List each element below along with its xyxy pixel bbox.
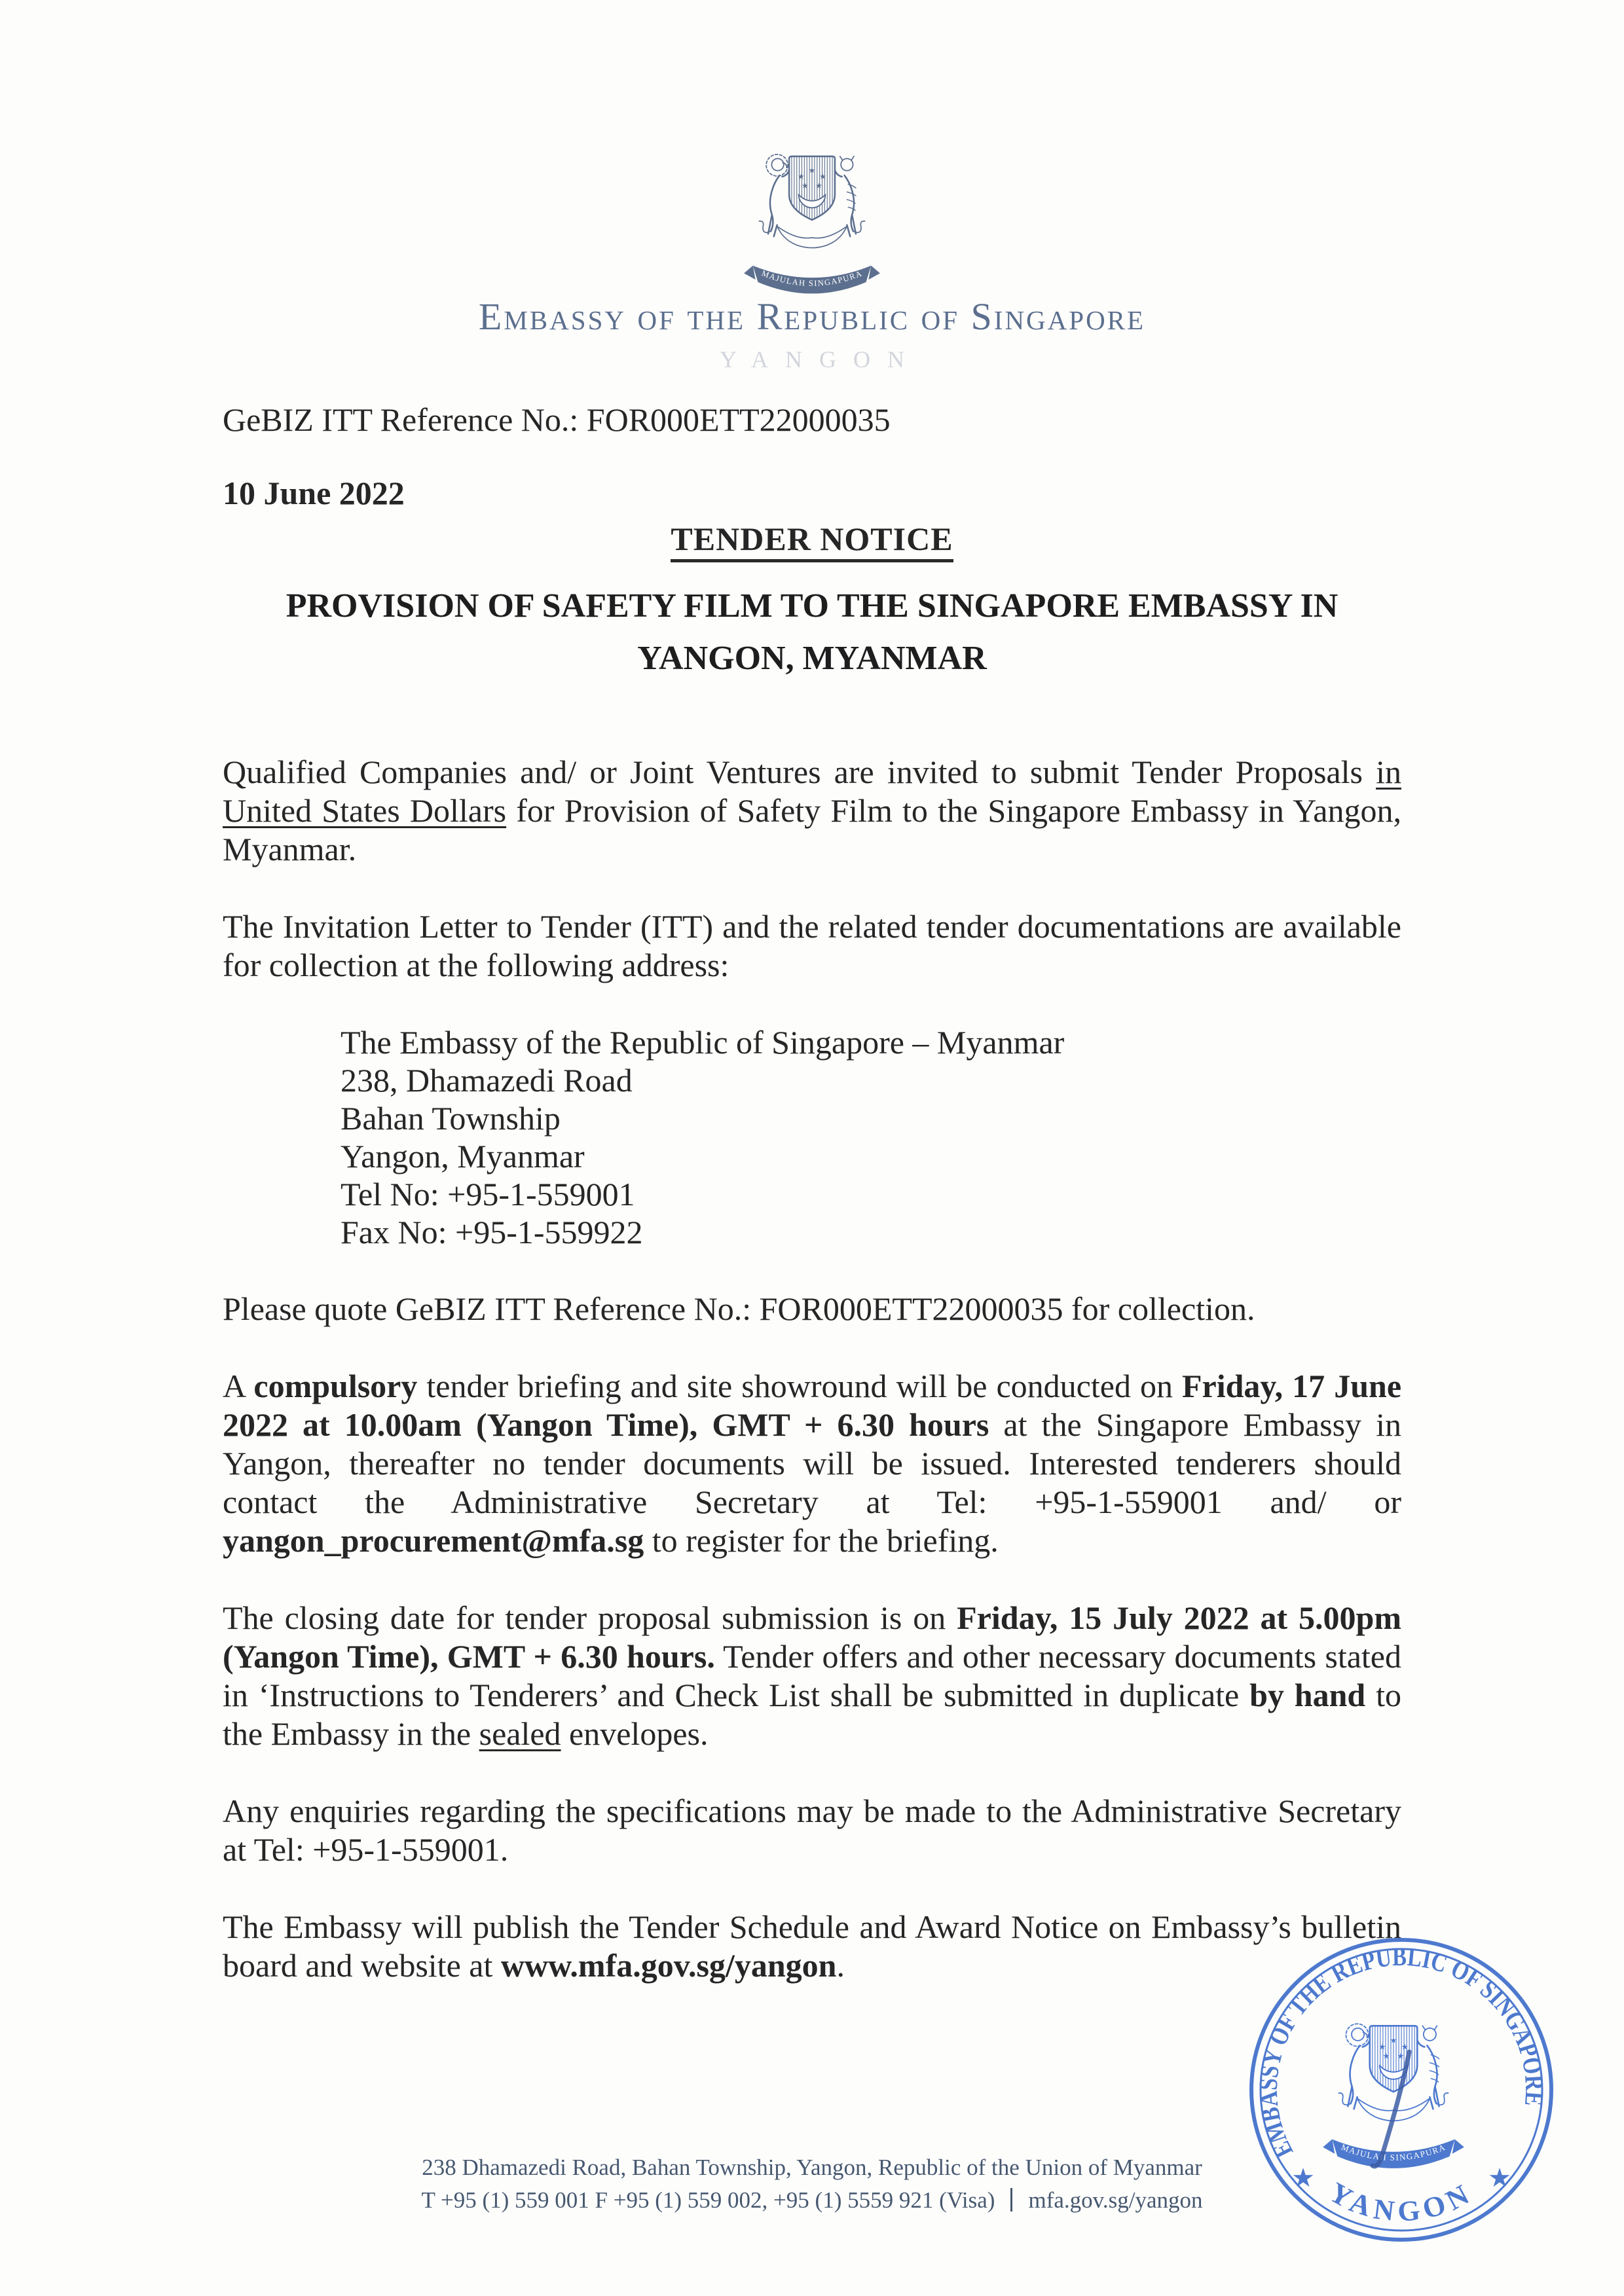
paragraph-collection-intro: The Invitation Letter to Tender (ITT) and the related tender documentations are available for collection at the following address: (223, 908, 1401, 983)
stamp-arc-text: EMBASSY OF THE REPUBLIC OF SINGAPORE (1253, 1941, 1550, 2163)
tender-title (223, 580, 1401, 685)
stamp-crest-icon (1323, 2024, 1464, 2168)
paragraph-invitation: Qualified Companies and/ or Joint Ventures are invited to submit Tender Proposals in United States Dollars for Provision of Safety Film to the Singapore Embassy in Yangon, Myanmar. (223, 754, 1401, 867)
footer-website: mfa.gov.sg/yangon (1028, 2187, 1203, 2213)
tender-title-line1: PROVISION OF SAFETY FILM TO THE SINGAPORE EMBASSY IN (286, 587, 1338, 625)
document-date: 10 June 2022 (223, 475, 405, 511)
gebiz-reference-line: GeBIZ ITT Reference No.: FOR000ETT22000035 (223, 401, 891, 438)
footer-address: 238 Dhamazedi Road, Bahan Township, Yangon, Republic of the Union of Myanmar (422, 2155, 1202, 2180)
notice-heading-text: TENDER NOTICE (671, 520, 953, 562)
footer-contact-line (0, 2184, 1624, 2217)
footer-contacts: T +95 (1) 559 001 F +95 (1) 559 002, +95 (1) 5559 921 (Visa) (421, 2187, 995, 2213)
address-line: Bahan Township (341, 1100, 561, 1137)
stamp-star-left-icon: ★ (1291, 2163, 1315, 2193)
stamp-star-right-icon: ★ (1488, 2163, 1511, 2193)
paragraph-publication: The Embassy will publish the Tender Schedule and Award Notice on Embassy’s bulletin board and website at www.mfa.gov.sg/yangon. (223, 1908, 1401, 1984)
footer-divider (1010, 2188, 1012, 2212)
paragraph-briefing: A compulsory tender briefing and site showround will be conducted on Friday, 17 June 2022 at 10.00am (Yangon Time), GMT + 6.30 hours at the Singapore Embassy in Yangon, thereafter no tender documents will be issued. Interested tenderers should contact the Administrative Secretary at Tel: +95-1-559001 and/ or yangon_procurement@mfa.sg to register for the briefing. (223, 1368, 1402, 1559)
stamp-location-text: YANGON (1323, 2176, 1479, 2228)
document-body (223, 753, 1401, 2024)
embassy-letterhead-title: Embassy of the Republic of Singapore (478, 295, 1146, 338)
notice-heading (223, 520, 1401, 558)
tender-title-line2: YANGON, MYANMAR (637, 640, 987, 677)
address-line: The Embassy of the Republic of Singapore – Myanmar (341, 1024, 1065, 1061)
paragraph-enquiries: Any enquiries regarding the specifications may be made to the Administrative Secretary at Tel: +95-1-559001. (223, 1793, 1401, 1868)
collection-address (341, 1023, 1401, 1251)
address-line: Fax No: +95-1-559922 (341, 1214, 643, 1250)
address-line: Yangon, Myanmar (341, 1138, 585, 1175)
paragraph-closing-date: The closing date for tender proposal submission is on Friday, 15 July 2022 at 5.00pm (Yangon Time), GMT + 6.30 hours. Tender offers and other necessary documents stated in ‘Instructions to Tenderers’ and Check List shall be submitted in duplicate by hand to the Embassy in the sealed envelopes. (223, 1599, 1402, 1752)
address-line: 238, Dhamazedi Road (341, 1062, 633, 1099)
address-line: Tel No: +95-1-559001 (341, 1176, 635, 1212)
embassy-letterhead-location: YANGON (720, 346, 921, 373)
paragraph-quote-reference: Please quote GeBIZ ITT Reference No.: FOR000ETT22000035 for collection. (223, 1290, 1255, 1327)
footer (0, 2151, 1624, 2217)
singapore-coat-of-arms-icon (739, 131, 885, 302)
